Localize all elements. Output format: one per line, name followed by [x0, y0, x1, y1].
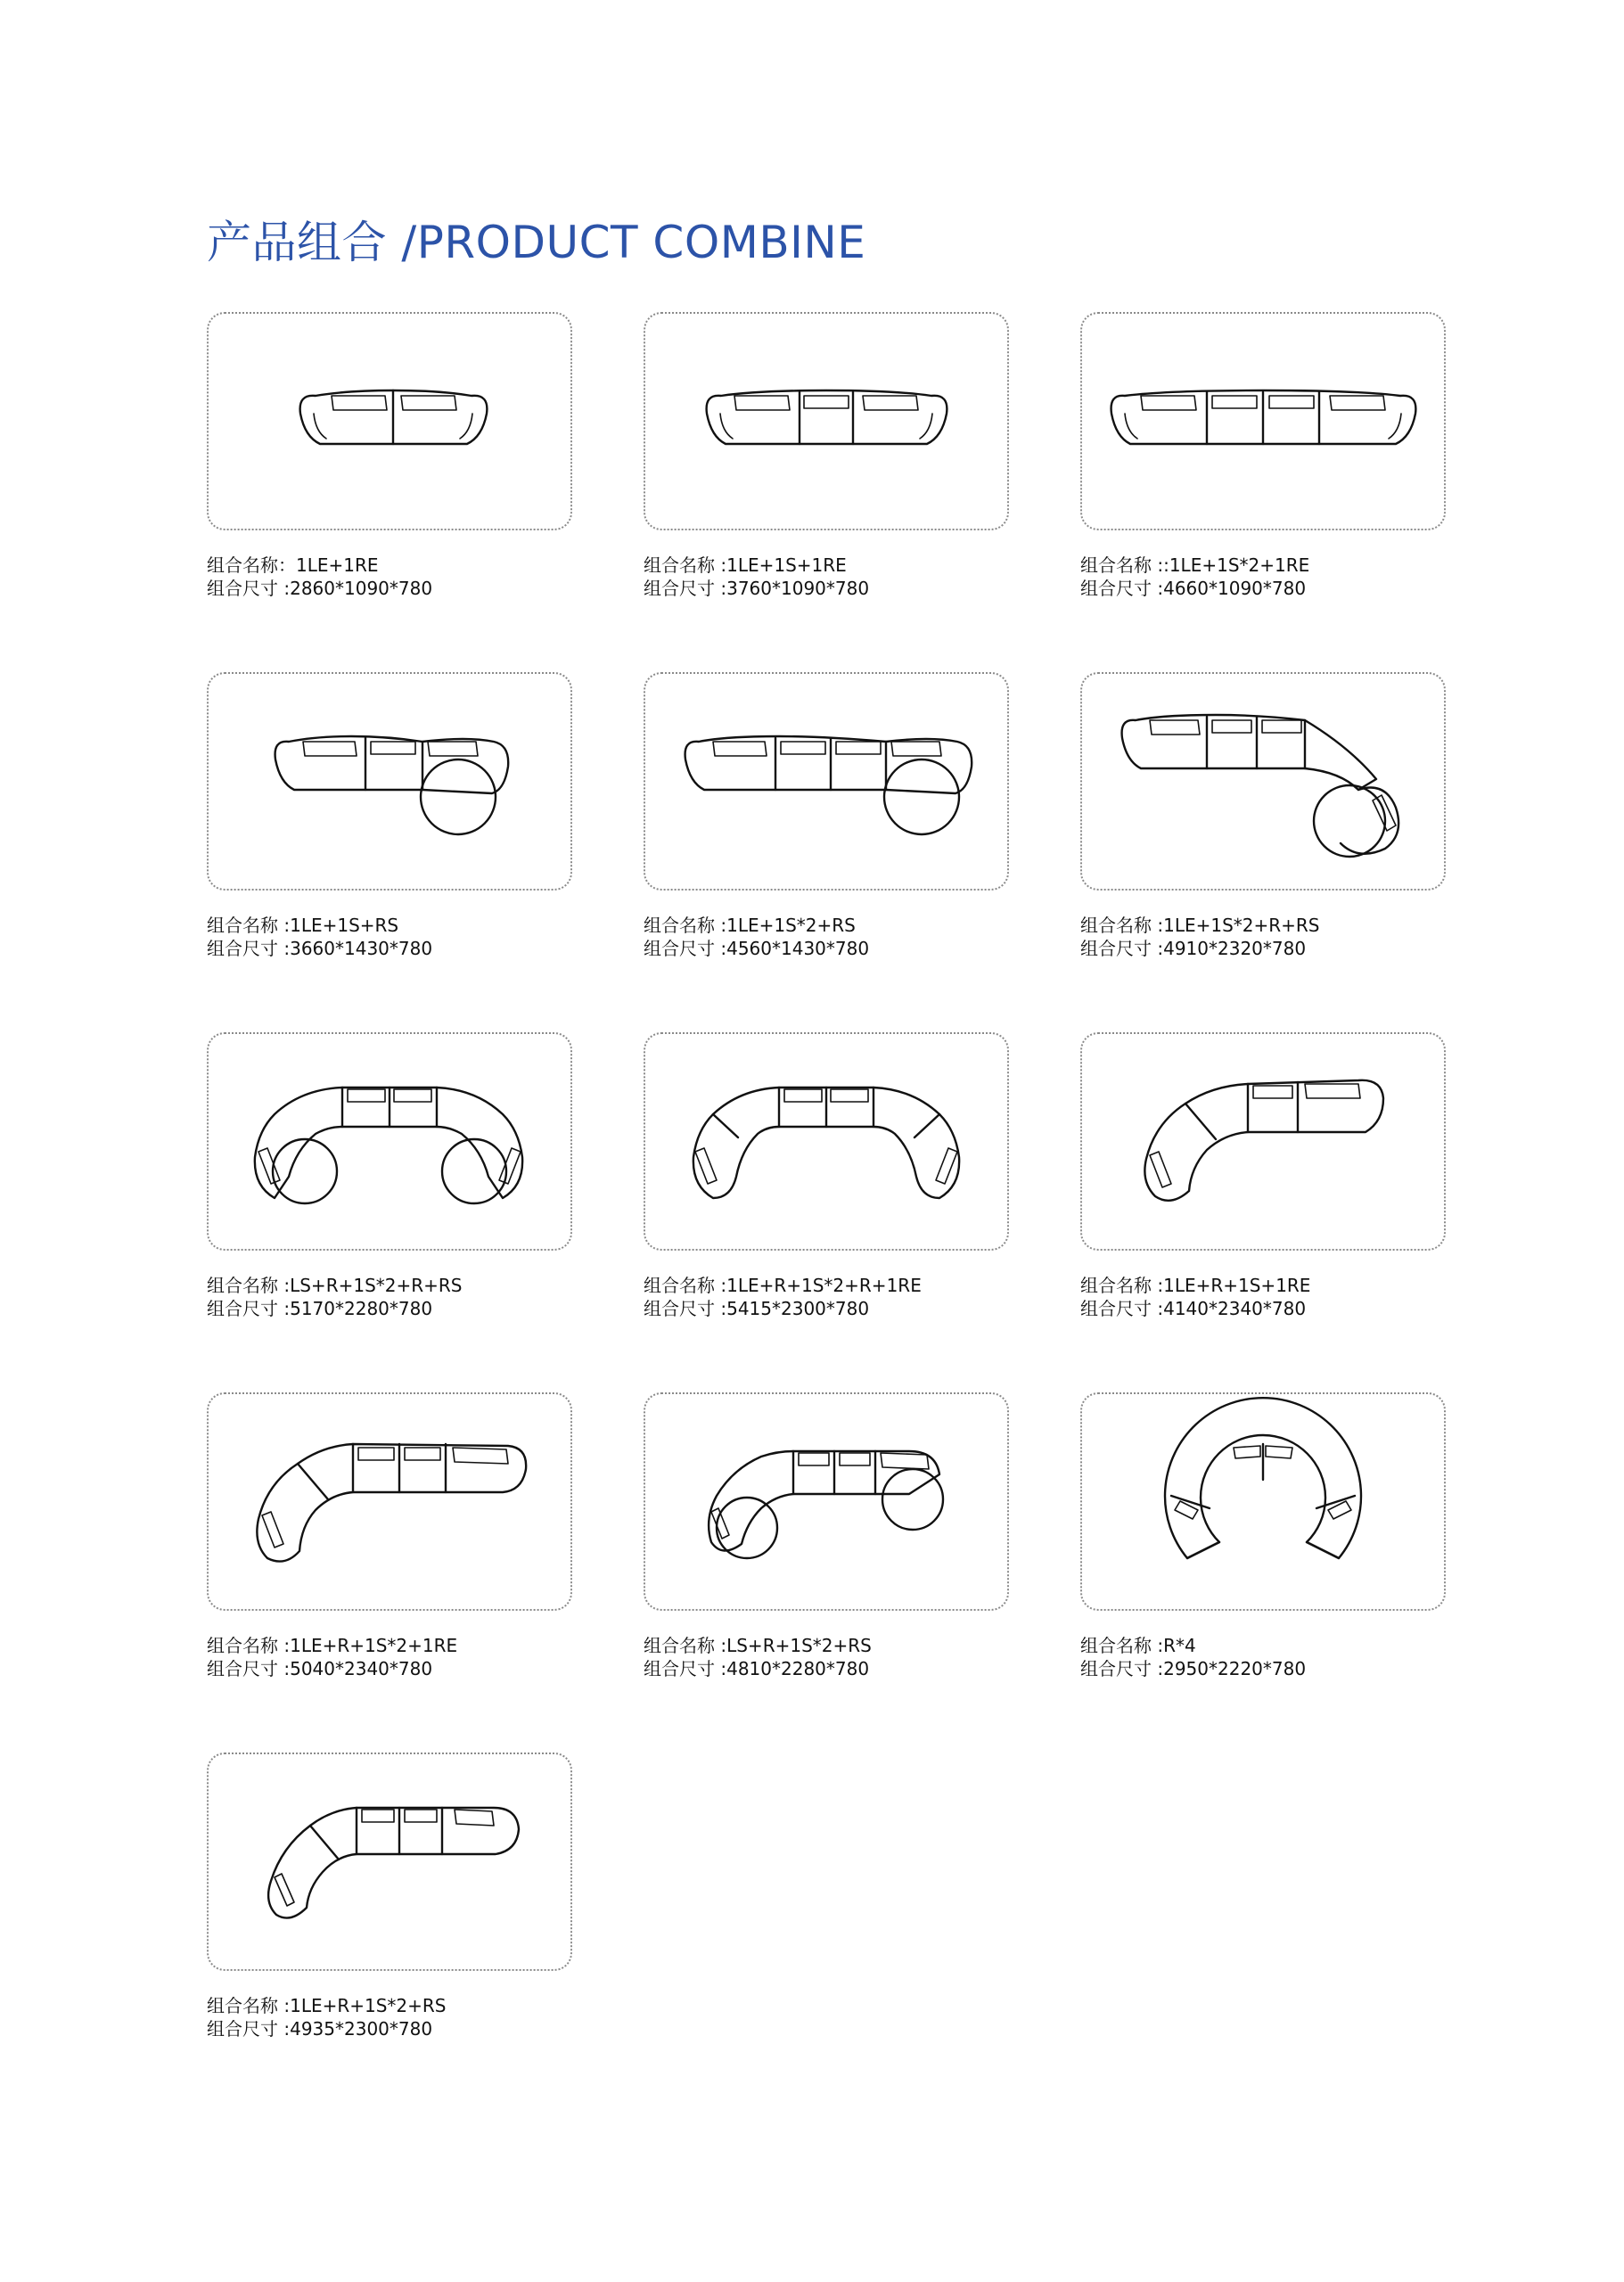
combo-card: [1080, 672, 1446, 960]
sofa-layout-diagram: [209, 674, 570, 889]
combo-card: [207, 1032, 572, 1320]
combo-diagram-frame: [207, 1753, 572, 1971]
combo-size: 组合尺寸 :5040*2340*780: [207, 1658, 433, 1679]
sofa-layout-diagram: [645, 1394, 1007, 1609]
combo-diagram-frame: [1080, 1032, 1446, 1251]
combo-size: 组合尺寸 :3660*1430*780: [207, 938, 433, 959]
combo-name: 组合名称 :1LE+1S+1RE: [644, 554, 847, 576]
combo-name: 组合名称 :1LE+1S*2+R+RS: [1080, 915, 1320, 936]
sofa-layout-diagram: [645, 1034, 1007, 1249]
combo-diagram-frame: [207, 1032, 572, 1251]
combo-card: [644, 1032, 1009, 1320]
combo-diagram-frame: [644, 312, 1009, 530]
combo-name: 组合名称 ::1LE+1S*2+1RE: [1080, 554, 1310, 576]
sofa-layout-diagram: [1082, 1034, 1444, 1249]
combo-size: 组合尺寸 :2950*2220*780: [1080, 1658, 1307, 1679]
combo-size: 组合尺寸 :4140*2340*780: [1080, 1298, 1307, 1319]
sofa-layout-diagram: [1082, 314, 1444, 529]
combo-name: 组合名称 :1LE+R+1S*2+1RE: [207, 1635, 458, 1656]
combo-card: [644, 1392, 1009, 1680]
combo-size: 组合尺寸 :2860*1090*780: [207, 578, 433, 599]
sofa-layout-diagram: [645, 314, 1007, 529]
combo-card: [1080, 1032, 1446, 1320]
sofa-layout-diagram: [209, 1034, 570, 1249]
combo-diagram-frame: [644, 1032, 1009, 1251]
combo-name: 组合名称 :1LE+R+1S+1RE: [1080, 1275, 1311, 1296]
combo-name: 组合名称 :1LE+R+1S*2+RS: [207, 1995, 447, 2016]
combo-size: 组合尺寸 :4660*1090*780: [1080, 578, 1307, 599]
combo-name: 组合名称 :1LE+R+1S*2+R+1RE: [644, 1275, 922, 1296]
combo-card: [207, 1753, 572, 2040]
combo-diagram-frame: [1080, 312, 1446, 530]
combo-diagram-frame: [207, 672, 572, 891]
combo-name: 组合名称 :LS+R+1S*2+R+RS: [207, 1275, 463, 1296]
combo-card: [1080, 312, 1446, 600]
sofa-layout-diagram: [209, 1754, 570, 1969]
sofa-layout-diagram: [209, 314, 570, 529]
combo-name: 组合名称 :LS+R+1S*2+RS: [644, 1635, 872, 1656]
sofa-layout-diagram: [209, 1394, 570, 1609]
combo-size: 组合尺寸 :5415*2300*780: [644, 1298, 870, 1319]
page-title: 产品组合 /PRODUCT COMBINE: [207, 217, 866, 268]
combo-name: 组合名称：1LE+1RE: [207, 554, 379, 576]
combo-card: [207, 1392, 572, 1680]
combo-diagram-frame: [1080, 672, 1446, 891]
combo-card: [644, 312, 1009, 600]
combo-size: 组合尺寸 :4560*1430*780: [644, 938, 870, 959]
combo-diagram-frame: [1080, 1392, 1446, 1611]
combo-size: 组合尺寸 :5170*2280*780: [207, 1298, 433, 1319]
combo-size: 组合尺寸 :4910*2320*780: [1080, 938, 1307, 959]
combo-card: [644, 672, 1009, 960]
combo-size: 组合尺寸 :4935*2300*780: [207, 2018, 433, 2040]
combo-card: [1080, 1392, 1446, 1680]
combo-size: 组合尺寸 :4810*2280*780: [644, 1658, 870, 1679]
combo-diagram-frame: [644, 1392, 1009, 1611]
combo-name: 组合名称 :R*4: [1080, 1635, 1196, 1656]
combo-diagram-frame: [644, 672, 1009, 891]
sofa-layout-diagram: [1082, 1394, 1444, 1609]
combo-diagram-frame: [207, 312, 572, 530]
sofa-layout-diagram: [1082, 674, 1444, 889]
combo-size: 组合尺寸 :3760*1090*780: [644, 578, 870, 599]
sofa-layout-diagram: [645, 674, 1007, 889]
combo-card: [207, 672, 572, 960]
combo-name: 组合名称 :1LE+1S+RS: [207, 915, 399, 936]
combo-diagram-frame: [207, 1392, 572, 1611]
combo-name: 组合名称 :1LE+1S*2+RS: [644, 915, 856, 936]
combo-card: [207, 312, 572, 600]
